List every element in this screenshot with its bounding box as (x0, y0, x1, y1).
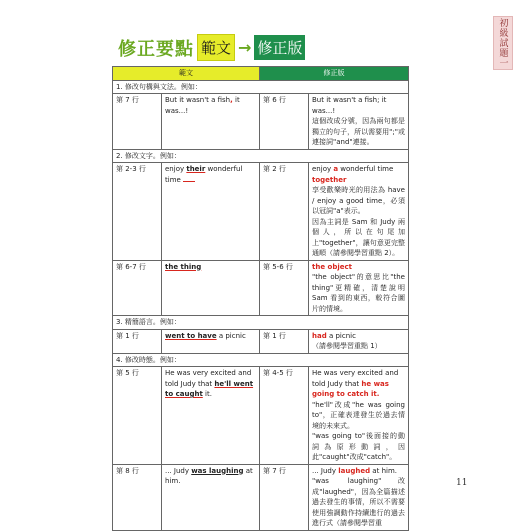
table-row: 第 1 行 went to have a picnic 第 1 行 had a picnic （請參閱學習重點 1） (113, 329, 409, 353)
side-tab[interactable] (493, 16, 513, 70)
table-row: 第 8 行 ... Judy was laughing at him. 第 7 行 ... Judy laughed at him. "was laughing"改成"laughed"，因為全篇描述過去發生的事情，所以不需要使用強調動作持續進行的過去進行式（請參閱學習重 (113, 464, 409, 530)
revision-table (112, 66, 409, 531)
header-original: 範文 (113, 67, 260, 81)
table-row (113, 94, 409, 150)
section-header: 3. 精簡語言。例如： (113, 316, 409, 330)
table-row: 第 2-3 行 enjoy their wonderful time 第 2 行 enjoy a wonderful time together 享受歡樂時光的用法為 have / enjoy a good time，必須以冠詞"a"表示。 因為主詞是 Sam 和 Judy 兩個人，所以在句尾加上"together"，讓句意更完整通順（請參閱學習重點 2）。 (113, 163, 409, 261)
page-number: 11 (456, 478, 468, 488)
orig-text: But it wasn't a fish, it was...! (162, 94, 260, 150)
section-header: 1. 修改句構與文法。例如： (113, 80, 409, 94)
original-label-box: 範文 (197, 34, 235, 61)
table-row: 第 5 行 He was very excited and told Judy that he'll went to caught it. 第 4-5 行 He was very excited and told Judy that he was going to catch it. "he'll"改成"he was going to"，正確表達發生於過去情境的未來式。 "was going to"後面接的動詞為原形動詞，因此"caught"改成"catch"。 (113, 367, 409, 465)
table-row: 第 6-7 行 the thing 第 5-6 行 the object "the object"的意思比"the thing"更精確，清楚說明 Sam 看到的東西，較符合圖片的情境。 (113, 260, 409, 316)
page-title (118, 34, 305, 61)
header-revised: 修正版 (260, 67, 409, 81)
table-header-row (113, 67, 409, 81)
title-text: 修正要點 (118, 38, 194, 60)
section-header: 2. 修改文字。例如： (113, 149, 409, 163)
section-header: 4. 修改時態。例如： (113, 353, 409, 367)
side-tab-label: 初級試題一 (497, 18, 508, 68)
blank-underline (183, 175, 195, 182)
revised-label-box: 修正版 (254, 35, 305, 60)
rev-text: But it wasn't a fish; it was...! 這個改成分號，因為兩句都是獨立的句子，所以需要用";"或連接詞"and"連接。 (309, 94, 409, 150)
orig-line-number: 第 7 行 (113, 94, 162, 150)
arrow-right-icon: → (238, 38, 252, 57)
error-comma: , (230, 96, 233, 104)
rev-line-number: 第 6 行 (260, 94, 309, 150)
